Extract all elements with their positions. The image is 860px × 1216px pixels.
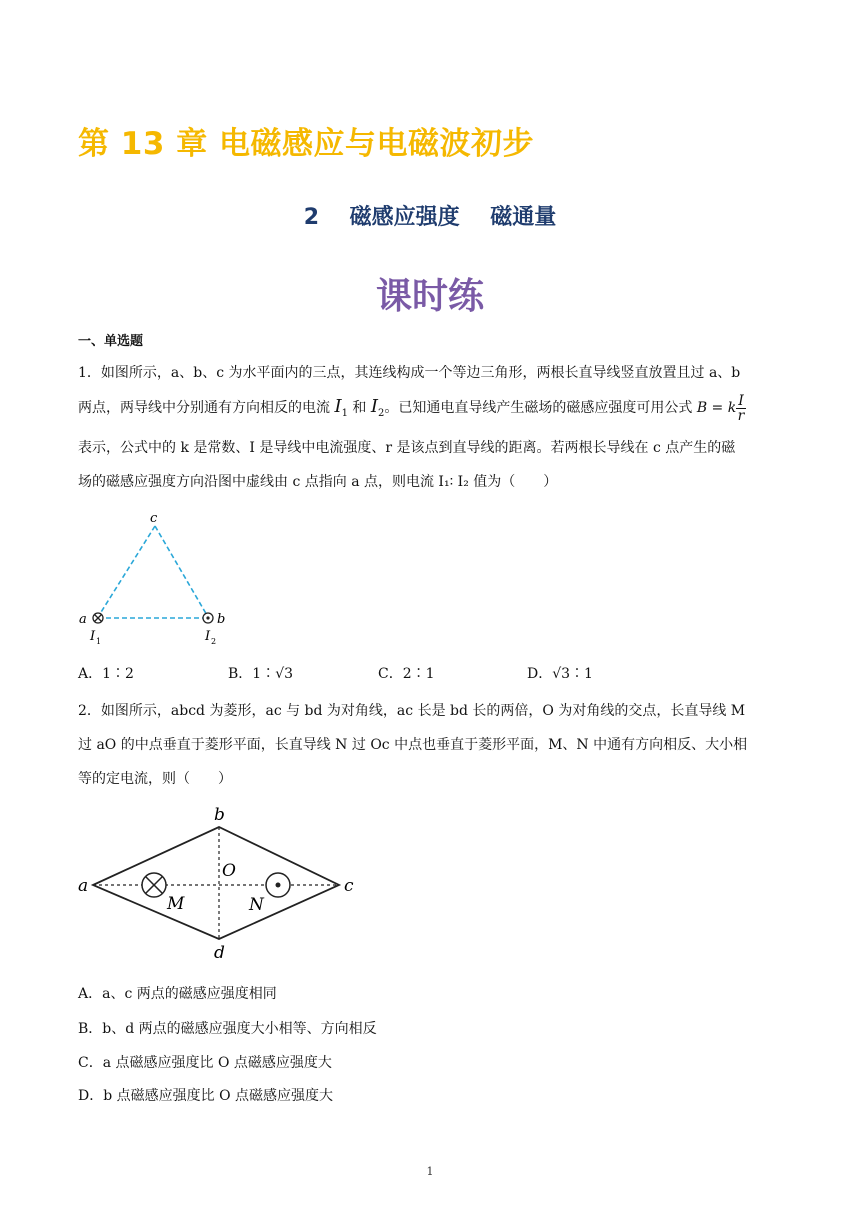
lesson-type-title: 课时练 bbox=[375, 276, 484, 317]
question-2-line-3: 等的定电流，则（ ） bbox=[78, 771, 232, 787]
label-M: M bbox=[167, 894, 185, 914]
formula-fraction: $\frac{I}{r}$ bbox=[737, 392, 745, 424]
question-2-line-1: 2．如图所示，abcd 为菱形，ac 与 bd 为对角线，ac 长是 bd 长的两倍，O 为对角线的交点，长直导线 M bbox=[78, 703, 746, 719]
label-b: b bbox=[217, 612, 226, 627]
question-type-heading: 一、单选题 bbox=[78, 334, 144, 349]
q1-option-c[interactable]: C．2∶1 bbox=[378, 666, 435, 682]
question-1-line-2: 两点，两导线中分别通有方向相反的电流 $I_1$ 和 $I_2$。已知通电直导线产生磁场的磁感应强度可用公式 B = k $\frac{I}{r}$ bbox=[78, 392, 745, 424]
label-N: N bbox=[249, 895, 264, 915]
q1-option-d[interactable]: D．√3∶1 bbox=[527, 666, 593, 682]
question-1-line-3: 表示，公式中的 k 是常数、I 是导线中电流强度、r 是该点到直导线的距离。若两根长导线在 c 点产生的磁 bbox=[78, 439, 736, 456]
label-I2-sub: 2 bbox=[211, 637, 217, 646]
q2-option-b[interactable]: B．b、d 两点的磁感应强度大小相等、方向相反 bbox=[78, 1021, 377, 1037]
page-number: 1 bbox=[426, 1165, 434, 1178]
question-1-line-1: 1．如图所示，a、b、c 为水平面内的三点，其连线构成一个等边三角形，两根长直导线竖直放置且过 a、b bbox=[78, 365, 741, 381]
triangle-figure bbox=[74, 508, 244, 656]
label-a: a bbox=[79, 612, 87, 627]
side-ca bbox=[98, 526, 155, 617]
label-I2: I bbox=[205, 629, 211, 644]
q2-option-c[interactable]: C．a 点磁感应强度比 O 点磁感应强度大 bbox=[78, 1055, 332, 1071]
q1-option-a[interactable]: A．1∶2 bbox=[78, 666, 134, 682]
current-out-of-page-icon bbox=[203, 613, 213, 623]
chapter-title: 第 13 章 电磁感应与电磁波初步 bbox=[78, 126, 535, 162]
section-title: 2 磁感应强度 磁通量 bbox=[303, 205, 557, 230]
q1-option-b[interactable]: B．1∶√3 bbox=[228, 666, 294, 682]
current-into-page-icon bbox=[93, 613, 103, 623]
q2-option-d[interactable]: D．b 点磁感应强度比 O 点磁感应强度大 bbox=[78, 1088, 334, 1104]
wire-N-out-of-page-icon bbox=[266, 873, 290, 897]
label-c: c bbox=[150, 511, 158, 526]
formula-lhs: B = k bbox=[696, 400, 737, 416]
rhombus-figure bbox=[74, 800, 364, 965]
label-d: d bbox=[214, 943, 225, 963]
label-c: c bbox=[344, 876, 354, 896]
side-cb bbox=[155, 526, 208, 617]
label-a: a bbox=[78, 876, 89, 896]
question-1-text bbox=[78, 356, 782, 499]
label-O: O bbox=[222, 861, 236, 881]
question-2-text bbox=[78, 694, 782, 796]
label-b: b bbox=[214, 805, 225, 825]
rhombus-outline bbox=[93, 827, 339, 939]
label-I1: I bbox=[90, 629, 96, 644]
question-1-line-4: 场的磁感应强度方向沿图中虚线由 c 点指向 a 点，则电流 I₁∶ I₂ 值为（ ） bbox=[78, 473, 558, 490]
wire-M-into-page-icon bbox=[142, 873, 166, 897]
label-I1-sub: 1 bbox=[96, 637, 102, 646]
q2-option-a[interactable]: A．a、c 两点的磁感应强度相同 bbox=[78, 986, 277, 1002]
question-2-line-2: 过 aO 的中点垂直于菱形平面，长直导线 N 过 Oc 中点也垂直于菱形平面，M、N 中通有方向相反、大小相 bbox=[78, 737, 748, 753]
